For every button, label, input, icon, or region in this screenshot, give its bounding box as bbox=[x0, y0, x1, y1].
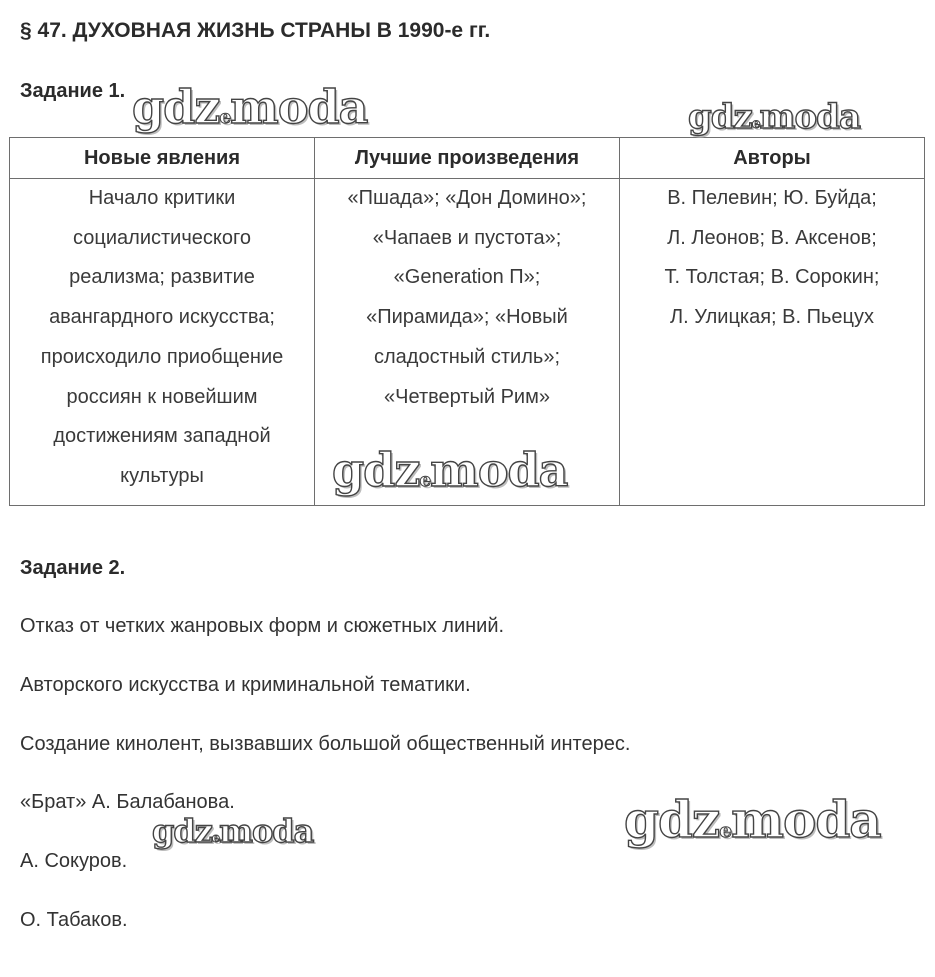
cell-line: реализма; развитие bbox=[69, 266, 255, 289]
cell-line: Л. Улицкая; В. Пьецух bbox=[670, 306, 874, 329]
cell-line: «Четвертый Рим» bbox=[384, 385, 550, 408]
cell-line: Т. Толстая; В. Сорокин; bbox=[664, 266, 880, 289]
cell-line: происходило приобщение bbox=[40, 345, 284, 368]
watermark-logo: gdzemoda bbox=[152, 812, 314, 850]
cell-line: «Чапаев и пустота»; bbox=[372, 226, 562, 249]
watermark-logo: gdzemoda bbox=[688, 97, 860, 137]
task-2-answer: «Брат» А. Балабанова. bbox=[20, 791, 235, 813]
watermark-logo: gdzemoda bbox=[132, 80, 368, 134]
cell-authors bbox=[620, 179, 925, 506]
watermark-logo: gdzemoda bbox=[624, 790, 881, 849]
task-2-answer: О. Табаков. bbox=[20, 909, 128, 931]
cell-new-phenomena bbox=[10, 179, 315, 506]
cell-line: россиян к новейшим bbox=[66, 385, 258, 408]
watermark-logo: gdzemoda bbox=[332, 443, 568, 497]
task-2-heading: Задание 2. bbox=[20, 557, 126, 579]
cell-line: авангардного искусства; bbox=[49, 306, 275, 329]
column-header-new-phenomena: Новые явления bbox=[10, 138, 315, 179]
cell-line: В. Пелевин; Ю. Буйда; bbox=[667, 187, 877, 209]
cell-line: достижениям западной bbox=[53, 425, 271, 448]
task-2-answer: А. Сокуров. bbox=[20, 850, 128, 872]
cell-line: культуры bbox=[120, 464, 204, 487]
cell-line: «Пшада»; «Дон Домино»; bbox=[347, 187, 587, 209]
task-2-answer: Создание кинолент, вызвавших большой общественный интерес. bbox=[20, 733, 631, 755]
cell-line: сладостный стиль»; bbox=[374, 345, 560, 368]
cell-line: Л. Леонов; В. Аксенов; bbox=[667, 226, 877, 249]
column-header-best-works: Лучшие произведения bbox=[315, 138, 620, 179]
table-header-row bbox=[10, 138, 925, 179]
column-header-authors: Авторы bbox=[620, 138, 925, 179]
cell-line: социалистического bbox=[73, 226, 251, 249]
task-1-heading: Задание 1. bbox=[20, 80, 126, 102]
cell-line: «Пирамида»; «Новый bbox=[366, 306, 568, 329]
cell-line: Начало критики bbox=[88, 187, 236, 209]
task-2-answer: Отказ от четких жанровых форм и сюжетных линий. bbox=[20, 615, 505, 637]
cell-line: «Generation П»; bbox=[393, 266, 541, 289]
task-2-answer: Авторского искусства и криминальной тематики. bbox=[20, 674, 471, 696]
page-title: § 47. ДУХОВНАЯ ЖИЗНЬ СТРАНЫ В 1990-е гг. bbox=[20, 19, 491, 42]
